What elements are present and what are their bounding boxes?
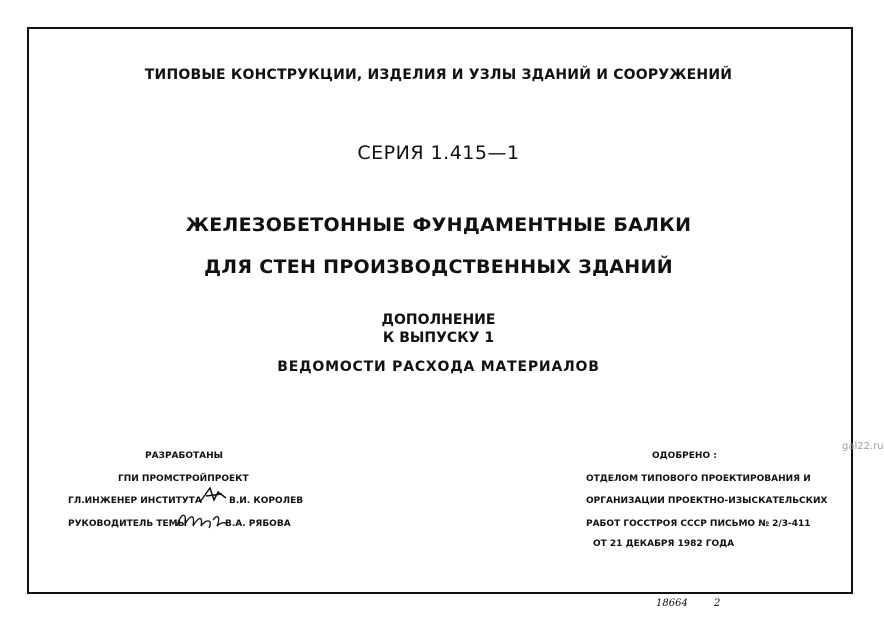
theme-leader-signature: [173, 506, 229, 532]
chief-engineer-name: В.И. КОРОЛЕВ: [229, 496, 304, 506]
document-subject: ВЕДОМОСТИ РАСХОДА МАТЕРИАЛОВ: [277, 359, 600, 375]
supplement-label: ДОПОЛНЕНИЕ: [381, 312, 496, 328]
series-number: СЕРИЯ 1.415—1: [357, 142, 520, 164]
sheet-number: 2: [714, 598, 721, 609]
approved-line4: ОТ 21 ДЕКАБРЯ 1982 ГОДА: [593, 539, 735, 549]
theme-leader-role: РУКОВОДИТЕЛЬ ТЕМЫ: [68, 519, 187, 529]
developed-heading: РАЗРАБОТАНЫ: [145, 451, 223, 461]
approved-line2: ОРГАНИЗАЦИИ ПРОЕКТНО-ИЗЫСКАТЕЛЬСКИХ: [586, 496, 828, 506]
approved-line3: РАБОТ ГОССТРОЯ СССР ПИСЬМО № 2/3-411: [586, 519, 811, 529]
theme-leader-name: В.А. РЯБОВА: [225, 519, 291, 529]
collection-title: ТИПОВЫЕ КОНСТРУКЦИИ, ИЗДЕЛИЯ И УЗЛЫ ЗДАНИЙ И СООРУЖЕНИЙ: [144, 67, 733, 83]
approved-line1: ОТДЕЛОМ ТИПОВОГО ПРОЕКТИРОВАНИЯ И: [586, 474, 811, 484]
document-title-line2: ДЛЯ СТЕН ПРОИЗВОДСТВЕННЫХ ЗДАНИЙ: [204, 256, 673, 278]
drawing-frame: [27, 27, 853, 594]
inventory-number: 18664: [656, 598, 688, 609]
document-title-line1: ЖЕЛЕЗОБЕТОННЫЕ ФУНДАМЕНТНЫЕ БАЛКИ: [185, 214, 692, 236]
chief-engineer-role: ГЛ.ИНЖЕНЕР ИНСТИТУТА: [68, 496, 202, 506]
supplement-issue: К ВЫПУСКУ 1: [382, 330, 495, 346]
approved-heading: ОДОБРЕНО :: [652, 451, 717, 461]
developer-organization: ГПИ ПРОМСТРОЙПРОЕКТ: [118, 474, 249, 484]
site-watermark: gal22.ru: [842, 441, 884, 452]
